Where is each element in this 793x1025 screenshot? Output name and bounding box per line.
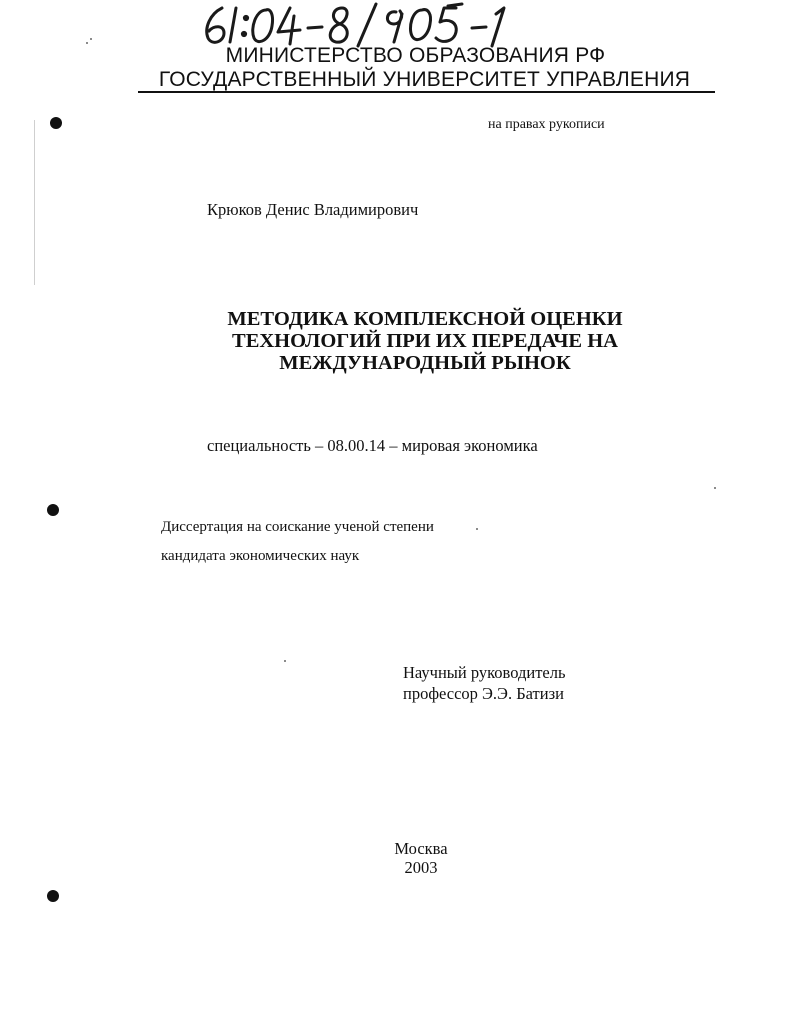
- header-divider: [138, 91, 715, 93]
- manuscript-rights-note: на правах рукописи: [488, 117, 605, 132]
- supervisor-role: Научный руководитель: [403, 663, 566, 682]
- scan-speck: [284, 660, 286, 662]
- specialty-line: специальность – 08.00.14 – мировая экономика: [207, 436, 538, 455]
- dissertation-title: [150, 308, 700, 374]
- punch-hole-top: [50, 117, 62, 129]
- dissertation-purpose: Диссертация на соискание ученой степени: [161, 519, 434, 535]
- title-line-1: МЕТОДИКА КОМПЛЕКСНОЙ ОЦЕНКИ: [227, 308, 623, 330]
- scan-speck: [714, 487, 716, 489]
- city: Москва: [394, 839, 448, 858]
- scan-speck: [86, 42, 88, 44]
- scan-speck: [476, 528, 478, 530]
- ministry-heading: МИНИСТЕРСТВО ОБРАЗОВАНИЯ РФ: [225, 44, 606, 67]
- scan-edge-line: [34, 120, 35, 285]
- year: 2003: [404, 858, 438, 877]
- handwritten-archive-code: [200, 2, 510, 48]
- scan-speck: [90, 38, 92, 40]
- supervisor-name: профессор Э.Э. Батизи: [403, 684, 564, 703]
- title-line-2: ТЕХНОЛОГИЙ ПРИ ИХ ПЕРЕДАЧЕ НА: [232, 330, 618, 352]
- punch-hole-middle: [47, 504, 59, 516]
- punch-hole-bottom: [47, 890, 59, 902]
- title-line-3: МЕЖДУНАРОДНЫЙ РЫНОК: [279, 352, 571, 374]
- handwritten-code-strokes: [200, 2, 510, 48]
- university-heading: ГОСУДАРСТВЕННЫЙ УНИВЕРСИТЕТ УПРАВЛЕНИЯ: [158, 68, 691, 91]
- degree-line: кандидата экономических наук: [161, 548, 360, 564]
- author-name: Крюков Денис Владимирович: [207, 200, 419, 219]
